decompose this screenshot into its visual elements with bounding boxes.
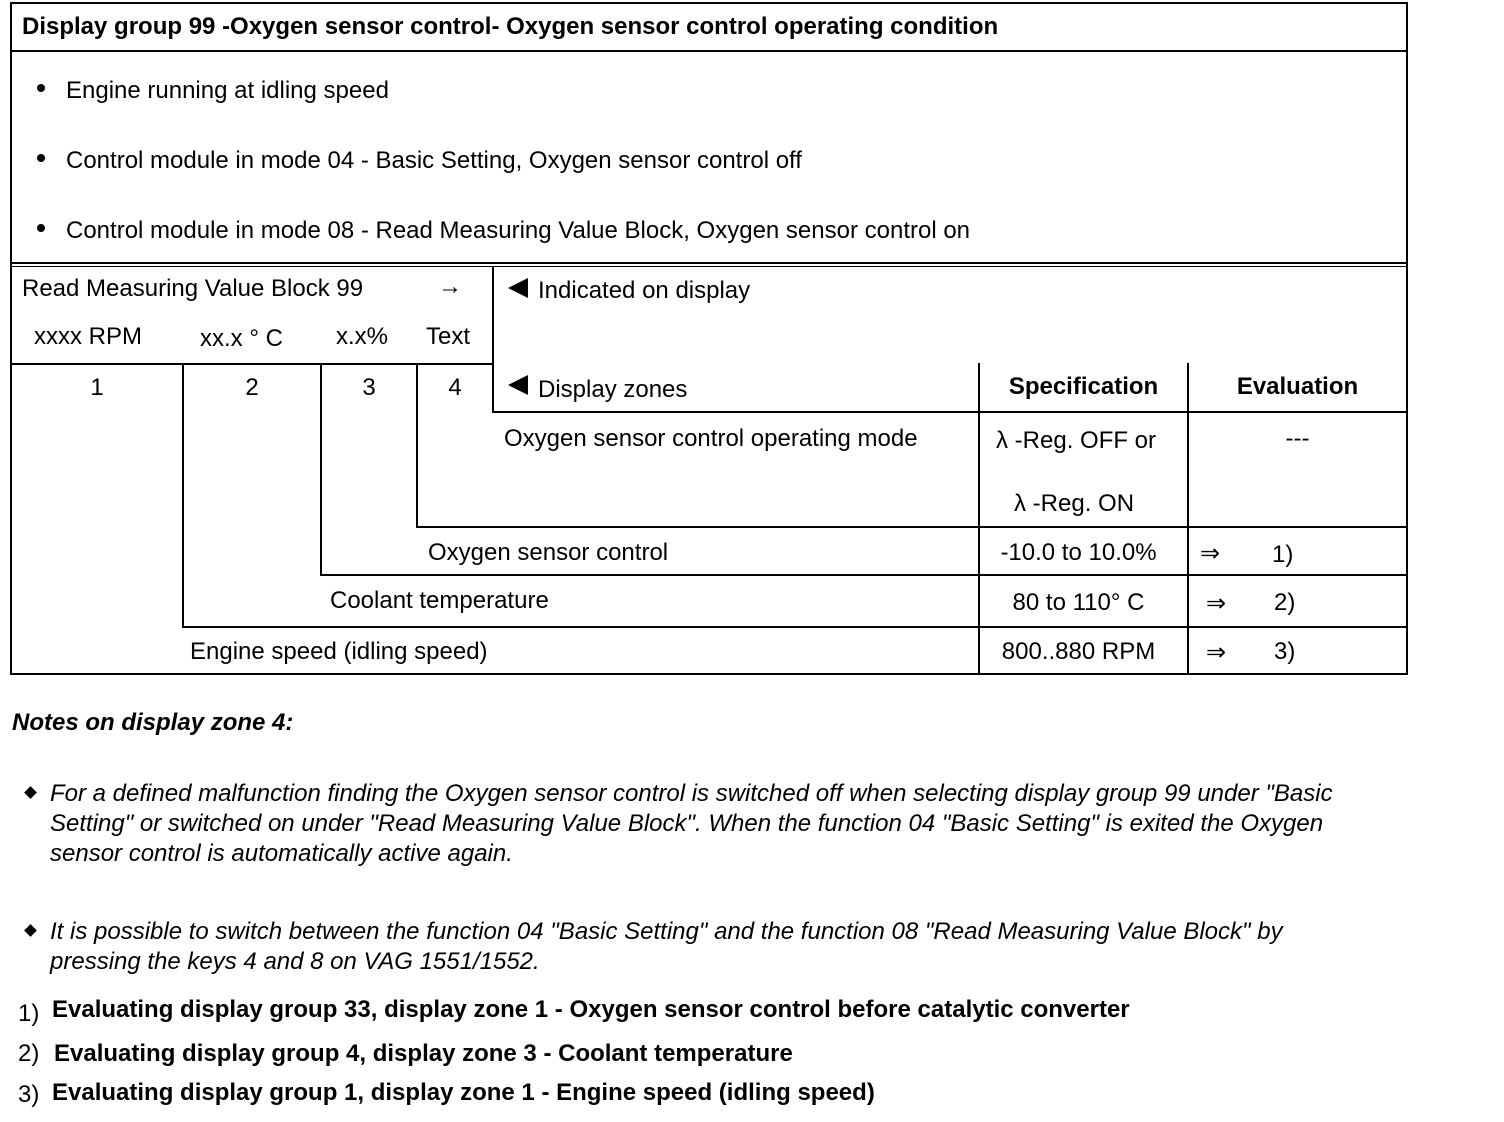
notes-heading: Notes on display zone 4:	[12, 709, 294, 736]
footnote-number: 2)	[18, 1040, 40, 1067]
field-text: Text	[426, 323, 471, 350]
footnote-text: Evaluating display group 33, display zone 1 - Oxygen sensor control before catalytic converter	[52, 996, 1130, 1023]
zones-label: Display zones	[538, 376, 688, 403]
field-temp: xx.x ° C	[200, 325, 283, 352]
field-percent: x.x%	[336, 323, 389, 350]
diamond-bullet-icon	[24, 786, 37, 799]
row-spec: λ -Reg. ON	[1014, 490, 1135, 517]
row-spec: λ -Reg. OFF or	[996, 427, 1157, 454]
note-line: pressing the keys 4 and 8 on VAG 1551/1552.	[50, 948, 540, 975]
row-ref: 2)	[1274, 589, 1296, 616]
condition-item: Control module in mode 04 - Basic Setting, Oxygen sensor control off	[66, 147, 802, 174]
zone-number: 1	[90, 374, 104, 401]
page-title: Display group 99 -Oxygen sensor control- Oxygen sensor control operating condition	[22, 13, 999, 40]
implies-arrow-icon: ⇒	[1200, 540, 1221, 567]
note-line: Setting" or switched on under "Read Measuring Value Block". When the function 04 "Basic Setting" is exited the Oxygen	[50, 810, 1324, 837]
note-line: For a defined malfunction finding the Oxygen sensor control is switched off when selecting display group 99 under "Basic	[50, 780, 1333, 807]
note-line: It is possible to switch between the function 04 "Basic Setting" and the function 08 "Read Measuring Value Block" by	[50, 918, 1283, 945]
row-spec: 80 to 110° C	[1012, 589, 1145, 616]
row-ref: 3)	[1274, 638, 1296, 665]
left-triangle-icon	[508, 278, 528, 298]
row-name: Oxygen sensor control operating mode	[504, 425, 918, 452]
note-line: sensor control is automatically active again.	[50, 840, 513, 867]
implies-arrow-icon: ⇒	[1206, 639, 1227, 666]
row-spec: -10.0 to 10.0%	[1000, 539, 1157, 566]
diamond-bullet-icon	[24, 924, 37, 937]
condition-item: Engine running at idling speed	[66, 77, 389, 104]
left-triangle-icon	[508, 375, 528, 395]
zone-number: 3	[362, 374, 376, 401]
indicated-label: Indicated on display	[538, 277, 751, 304]
footnote-text: Evaluating display group 4, display zone 3 - Coolant temperature	[54, 1040, 793, 1067]
field-rpm: xxxx RPM	[34, 323, 142, 350]
row-spec: 800..880 RPM	[1001, 638, 1156, 665]
footnote-number: 1)	[18, 1000, 40, 1027]
footnote-text: Evaluating display group 1, display zone 1 - Engine speed (idling speed)	[52, 1079, 875, 1106]
bullet-icon	[37, 84, 45, 92]
row-name: Engine speed (idling speed)	[190, 638, 488, 665]
bullet-icon	[37, 154, 45, 162]
row-evaluation: ---	[1285, 425, 1310, 452]
footnote-number: 3)	[18, 1081, 40, 1108]
row-name: Coolant temperature	[330, 587, 549, 614]
row-name: Oxygen sensor control	[428, 539, 669, 566]
eval-header: Evaluation	[1236, 373, 1359, 400]
zone-number: 2	[245, 374, 259, 401]
implies-arrow-icon: ⇒	[1206, 590, 1227, 617]
right-arrow-icon: →	[438, 273, 462, 300]
zone-number: 4	[448, 374, 462, 401]
bullet-icon	[37, 224, 45, 232]
block-label: Read Measuring Value Block 99	[22, 275, 364, 302]
condition-item: Control module in mode 08 - Read Measuring Value Block, Oxygen sensor control on	[66, 217, 971, 244]
spec-header: Specification	[1008, 373, 1159, 400]
row-ref: 1)	[1272, 541, 1294, 568]
